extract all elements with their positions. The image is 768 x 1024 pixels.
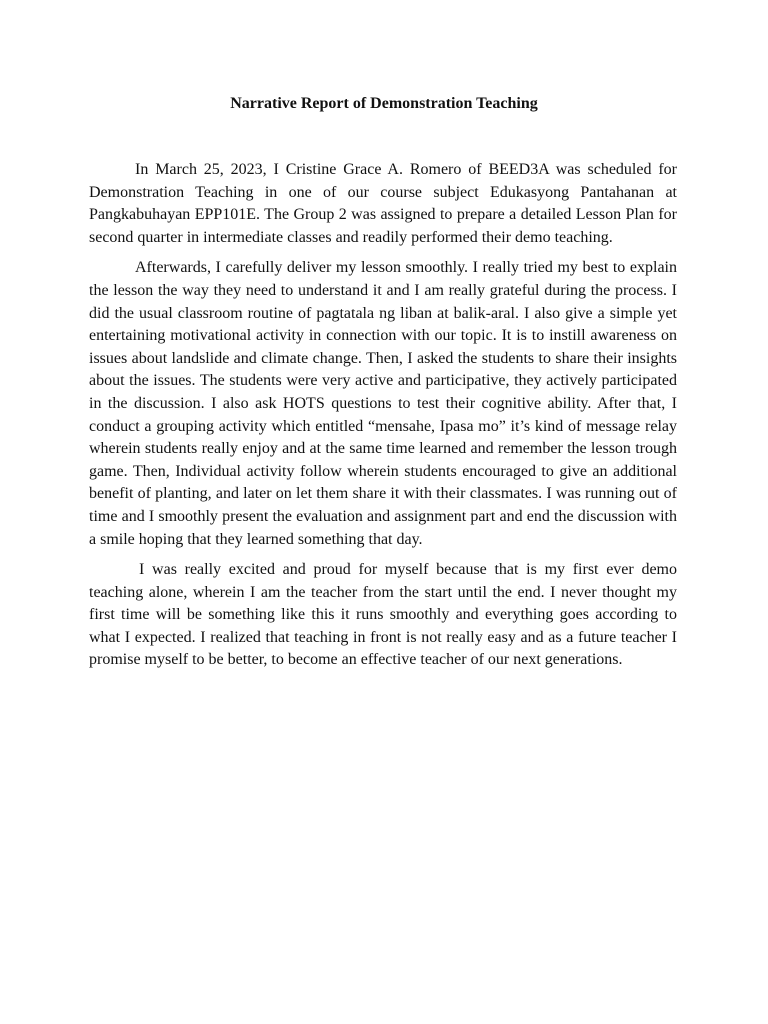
paragraph-1: In March 25, 2023, I Cristine Grace A. Romero of BEED3A was scheduled for Demonstration Teaching in one of our course subject Edukasyong Pantahanan at Pangkabuhayan EPP101E. The Group 2 was assigned to prepare a detailed Lesson Plan for second quarter in intermediate classes and readily performed their demo teaching. [89, 161, 677, 246]
document-title: Narrative Report of Demonstration Teaching [230, 95, 538, 112]
paragraph-3: I was really excited and proud for myself because that is my first ever demo teaching alone, wherein I am the teacher from the start until the end. I never thought my first time will be something like this it runs smoothly and everything goes according to what I expected. I realized that teaching in front is not really easy and as a future teacher I promise myself to be better, to become an effective teacher of our next generations. [89, 561, 677, 669]
paragraph-2: Afterwards, I carefully deliver my lesson smoothly. I really tried my best to explain the lesson the way they need to understand it and I am really grateful during the process. I did the usual classroom routine of pagtatala ng liban at balik-aral. I also give a simple yet entertaining motivational activity in connection with our topic. It is to instill awareness on issues about landslide and climate change. Then, I asked the students to share their insights about the issues. The students were very active and participative, they actively participated in the discussion. I also ask HOTS questions to test their cognitive ability. After that, I conduct a grouping activity which entitled “mensahe, Ipasa mo” it’s kind of message relay wherein students really enjoy and at the same time learned and remember the lesson trough game. Then, Individual activity follow wherein students encouraged to give an additional benefit of planting, and later on let them share it with their classmates. I was running out of time and I smoothly present the evaluation and assignment part and end the discussion with a smile hoping that they learned something that day. [89, 259, 677, 548]
document-body [89, 159, 677, 680]
